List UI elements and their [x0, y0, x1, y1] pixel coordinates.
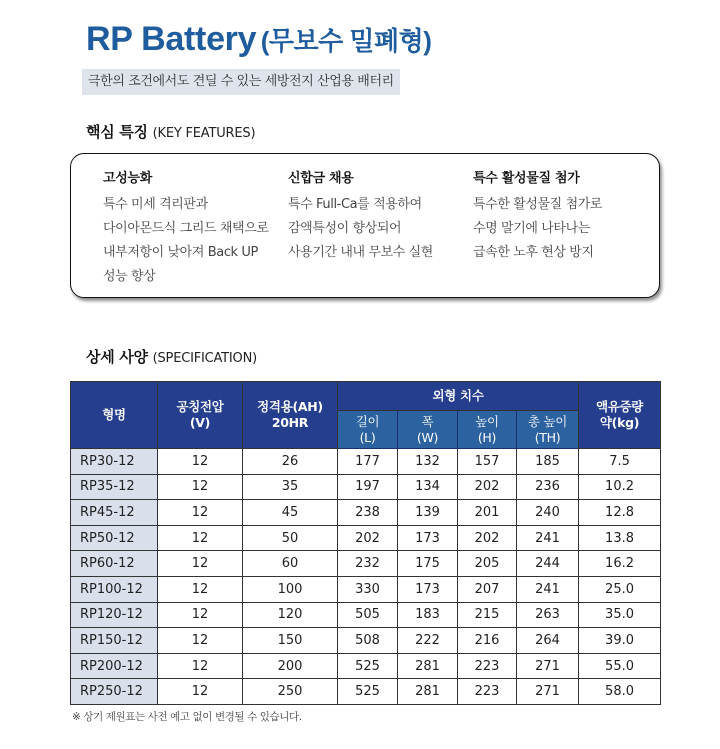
cell-weight: 55.0: [579, 653, 661, 679]
cell-weight: 12.8: [579, 500, 661, 526]
column-header-width: [398, 411, 458, 449]
cell-voltage: 12: [158, 576, 243, 602]
cell-weight: 58.0: [579, 679, 661, 705]
header-text: 20HR: [271, 415, 309, 430]
feature-heading: 고성능화: [103, 171, 153, 186]
table-row: [71, 525, 661, 551]
cell-height: 205: [458, 551, 517, 577]
table-row: [71, 679, 661, 705]
cell-capacity: 250: [243, 679, 338, 705]
cell-voltage: 12: [158, 602, 243, 628]
cell-length: 525: [338, 653, 398, 679]
cell-width: 139: [398, 500, 458, 526]
table-row: [71, 500, 661, 526]
header-text: (TH): [534, 429, 561, 445]
cell-weight: 39.0: [579, 628, 661, 654]
cell-total-height: 244: [517, 551, 579, 577]
cell-voltage: 12: [158, 679, 243, 705]
cell-height: 157: [458, 449, 517, 475]
cell-voltage: 12: [158, 551, 243, 577]
specification-table: [70, 381, 661, 705]
cell-length: 197: [338, 474, 398, 500]
feature-new-alloy: [288, 167, 433, 265]
cell-total-height: 241: [517, 576, 579, 602]
cell-total-height: 185: [517, 449, 579, 475]
cell-capacity: 26: [243, 449, 338, 475]
cell-width: 173: [398, 576, 458, 602]
header-text: 폭: [421, 413, 434, 429]
cell-length: 330: [338, 576, 398, 602]
cell-total-height: 271: [517, 653, 579, 679]
header-text: (H): [477, 429, 497, 445]
cell-length: 177: [338, 449, 398, 475]
header-text: (W): [416, 429, 439, 445]
table-row: [71, 576, 661, 602]
feature-heading: 특수 활성물질 첨가: [473, 171, 580, 186]
cell-capacity: 50: [243, 525, 338, 551]
key-features-card: [70, 153, 660, 298]
cell-length: 505: [338, 602, 398, 628]
cell-height: 202: [458, 525, 517, 551]
feature-heading: 신합금 채용: [288, 171, 354, 186]
cell-length: 202: [338, 525, 398, 551]
feature-line: 다이아몬드식 그리드 채택으로: [103, 221, 269, 236]
feature-line: 특수한 활성물질 첨가로: [473, 197, 603, 212]
feature-line: 감액특성이 향상되어: [288, 221, 402, 236]
cell-capacity: 100: [243, 576, 338, 602]
cell-voltage: 12: [158, 653, 243, 679]
cell-weight: 35.0: [579, 602, 661, 628]
cell-model: RP120-12: [71, 602, 158, 628]
cell-width: 175: [398, 551, 458, 577]
specification-title-ko: 상세 사양: [86, 348, 148, 366]
cell-model: RP100-12: [71, 576, 158, 602]
header-text: (V): [189, 415, 211, 430]
page-title: [86, 20, 431, 59]
cell-length: 238: [338, 500, 398, 526]
column-header-weight: [579, 382, 661, 449]
header-text: 총 높이: [528, 413, 568, 429]
cell-model: RP150-12: [71, 628, 158, 654]
table-row: [71, 602, 661, 628]
cell-capacity: 35: [243, 474, 338, 500]
feature-line: 수명 말기에 나타나는: [473, 221, 590, 236]
header-text: 약(kg): [599, 415, 640, 430]
cell-width: 183: [398, 602, 458, 628]
cell-model: RP200-12: [71, 653, 158, 679]
cell-length: 508: [338, 628, 398, 654]
cell-capacity: 60: [243, 551, 338, 577]
header-text: 길이: [355, 413, 380, 429]
cell-width: 281: [398, 653, 458, 679]
specification-title-en: (SPECIFICATION): [152, 351, 257, 366]
cell-capacity: 45: [243, 500, 338, 526]
cell-model: RP250-12: [71, 679, 158, 705]
cell-total-height: 240: [517, 500, 579, 526]
cell-total-height: 241: [517, 525, 579, 551]
column-header-length: [338, 411, 398, 449]
column-header-total-height: [517, 411, 579, 449]
cell-height: 216: [458, 628, 517, 654]
cell-height: 215: [458, 602, 517, 628]
cell-height: 201: [458, 500, 517, 526]
feature-line: 성능 향상: [103, 269, 156, 284]
cell-weight: 7.5: [579, 449, 661, 475]
header-text: 액유증량: [595, 399, 644, 414]
header-text: 외형 치수: [432, 388, 484, 403]
cell-total-height: 263: [517, 602, 579, 628]
title-sub: (무보수 밀폐형): [260, 26, 432, 56]
cell-voltage: 12: [158, 449, 243, 475]
column-header-model: [71, 382, 158, 449]
cell-height: 223: [458, 679, 517, 705]
column-header-height: [458, 411, 517, 449]
header-text: 높이: [475, 413, 499, 429]
column-header-capacity: [243, 382, 338, 449]
key-features-title-en: (KEY FEATURES): [152, 126, 256, 141]
feature-line: 특수 Full-Ca를 적용하여: [288, 197, 422, 212]
cell-weight: 16.2: [579, 551, 661, 577]
cell-width: 173: [398, 525, 458, 551]
cell-weight: 10.2: [579, 474, 661, 500]
cell-height: 223: [458, 653, 517, 679]
cell-width: 134: [398, 474, 458, 500]
cell-width: 281: [398, 679, 458, 705]
cell-model: RP45-12: [71, 500, 158, 526]
spec-disclaimer-note: ※ 상기 제원표는 사전 예고 없이 변경될 수 있습니다.: [72, 711, 302, 723]
header-text: 공칭전압: [176, 399, 224, 414]
key-features-heading: [86, 121, 255, 142]
table-row: [71, 628, 661, 654]
cell-capacity: 150: [243, 628, 338, 654]
cell-length: 232: [338, 551, 398, 577]
feature-high-performance: [103, 167, 269, 289]
cell-height: 202: [458, 474, 517, 500]
feature-active-material: [473, 167, 602, 265]
table-row: [71, 551, 661, 577]
table-row: [71, 653, 661, 679]
cell-voltage: 12: [158, 474, 243, 500]
cell-voltage: 12: [158, 628, 243, 654]
column-header-dimensions: [338, 382, 579, 411]
cell-voltage: 12: [158, 500, 243, 526]
page-subtitle: 극한의 조건에서도 견딜 수 있는 세방전지 산업용 배터리: [82, 69, 400, 95]
title-main: RP Battery: [86, 20, 257, 58]
cell-weight: 25.0: [579, 576, 661, 602]
table-row: [71, 449, 661, 475]
cell-model: RP60-12: [71, 551, 158, 577]
cell-model: RP35-12: [71, 474, 158, 500]
cell-length: 525: [338, 679, 398, 705]
cell-weight: 13.8: [579, 525, 661, 551]
key-features-title-ko: 핵심 특징: [86, 123, 148, 141]
cell-width: 132: [398, 449, 458, 475]
header-text: 정격용(AH): [257, 399, 323, 414]
cell-model: RP50-12: [71, 525, 158, 551]
table-row: [71, 474, 661, 500]
column-header-voltage: [158, 382, 243, 449]
feature-line: 사용기간 내내 무보수 실현: [288, 245, 433, 260]
specification-heading: [86, 346, 257, 367]
cell-capacity: 200: [243, 653, 338, 679]
cell-model: RP30-12: [71, 449, 158, 475]
cell-capacity: 120: [243, 602, 338, 628]
feature-line: 내부저항이 낮아져 Back UP: [103, 245, 258, 260]
cell-total-height: 264: [517, 628, 579, 654]
cell-total-height: 271: [517, 679, 579, 705]
header-text: (L): [359, 429, 376, 445]
cell-total-height: 236: [517, 474, 579, 500]
feature-line: 특수 미세 격리판과: [103, 197, 208, 212]
cell-height: 207: [458, 576, 517, 602]
cell-voltage: 12: [158, 525, 243, 551]
cell-width: 222: [398, 628, 458, 654]
header-text: 형명: [102, 407, 126, 422]
feature-line: 급속한 노후 현상 방지: [473, 245, 594, 260]
